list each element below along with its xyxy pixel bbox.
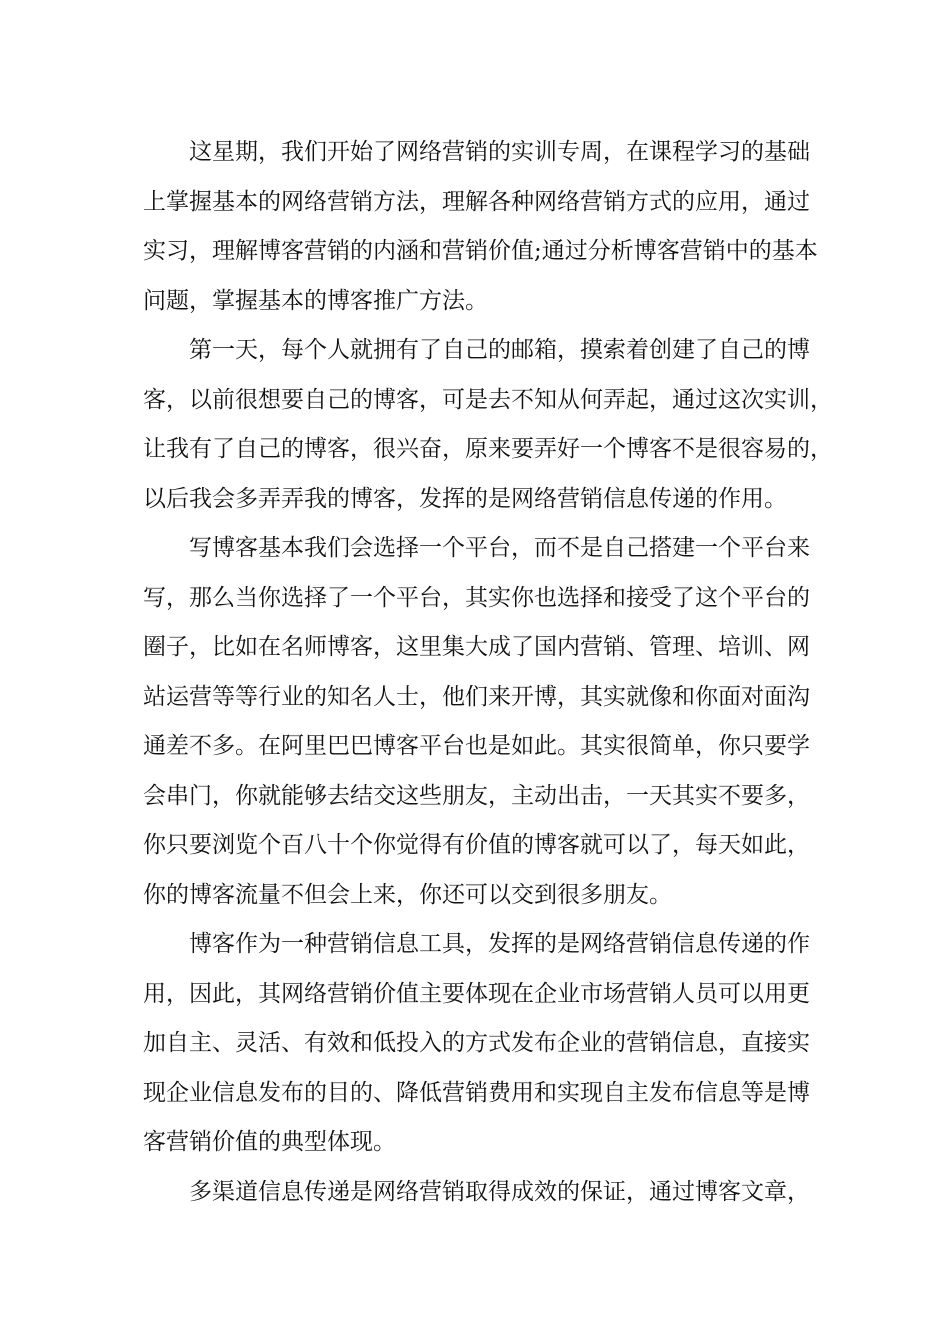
paragraph-5	[143, 1168, 823, 1218]
paragraph-line: 第一天，每个人就拥有了自己的邮箱，摸索着创建了自己的博	[189, 337, 810, 363]
paragraph-1	[143, 128, 823, 326]
paragraph-2	[143, 326, 833, 524]
paragraph-line: 问题，掌握基本的博客推广方法。	[143, 287, 488, 314]
paragraph-line: 用，因此，其网络营销价值主要体现在企业市场营销人员可以用更	[143, 980, 810, 1007]
paragraph-line: 多渠道信息传递是网络营销取得成效的保证，通过博客文章，	[189, 1178, 810, 1205]
paragraph-line: 加自主、灵活、有效和低投入的方式发布企业的营销信息，直接实	[143, 1030, 810, 1056]
paragraph-line: 写，那么当你选择了一个平台，其实你也选择和接受了这个平台的	[143, 584, 810, 611]
paragraph-4	[143, 920, 823, 1168]
paragraph-line: 上掌握基本的网络营销方法，理解各种网络营销方式的应用，通过	[143, 188, 810, 215]
paragraph-line: 这星期，我们开始了网络营销的实训专周，在课程学习的基础	[189, 139, 810, 165]
paragraph-line: 博客作为一种营销信息工具，发挥的是网络营销信息传递的作	[189, 931, 810, 957]
paragraph-line: 写博客基本我们会选择一个平台，而不是自己搭建一个平台来	[189, 535, 810, 561]
paragraph-line: 会串门，你就能够去结交这些朋友，主动出击，一天其实不要多，	[143, 782, 810, 809]
paragraph-line: 让我有了自己的博客，很兴奋，原来要弄好一个博客不是很容易的，	[143, 436, 833, 462]
paragraph-line: 客营销价值的典型体现。	[143, 1129, 396, 1155]
paragraph-line: 实习，理解博客营销的内涵和营销价值;通过分析博客营销中的基本	[143, 238, 818, 264]
paragraph-line: 你的博客流量不但会上来，你还可以交到很多朋友。	[143, 881, 672, 908]
paragraph-line: 通差不多。在阿里巴巴博客平台也是如此。其实很简单，你只要学	[143, 733, 810, 759]
paragraph-line: 你只要浏览个百八十个你觉得有价值的博客就可以了，每天如此，	[143, 832, 810, 858]
paragraph-line: 圈子，比如在名师博客，这里集大成了国内营销、管理、培训、网	[143, 634, 810, 660]
paragraph-line: 以后我会多弄弄我的博客，发挥的是网络营销信息传递的作用。	[143, 485, 787, 512]
document-body	[143, 128, 833, 1217]
paragraph-line: 客，以前很想要自己的博客，可是去不知从何弄起，通过这次实训，	[143, 386, 833, 413]
paragraph-line: 现企业信息发布的目的、降低营销费用和实现自主发布信息等是博	[143, 1079, 810, 1106]
paragraph-line: 站运营等等行业的知名人士，他们来开博，其实就像和你面对面沟	[143, 683, 810, 710]
paragraph-3	[143, 524, 823, 920]
